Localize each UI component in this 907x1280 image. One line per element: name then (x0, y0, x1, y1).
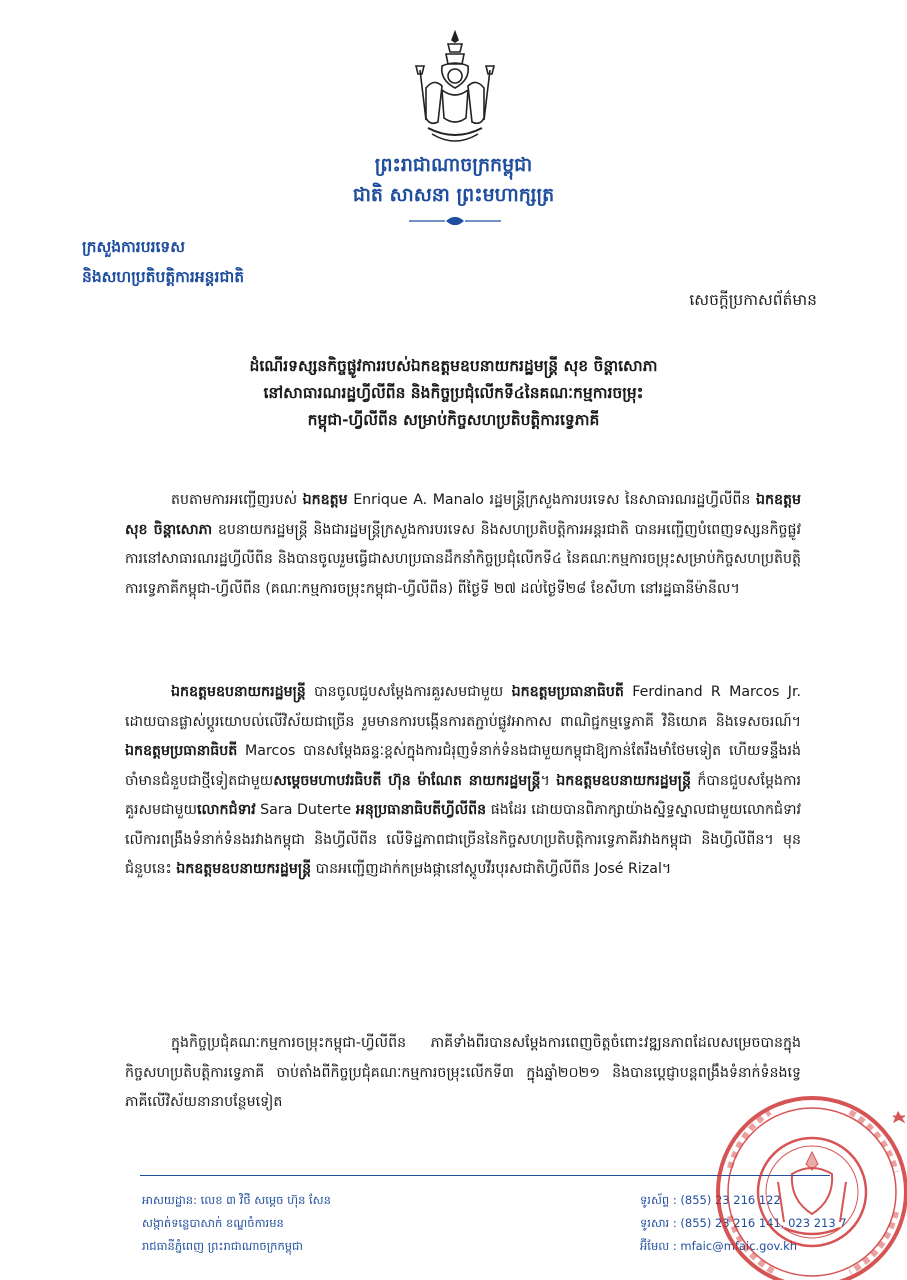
ministry-line-2: និងសហប្រតិបត្តិការអន្តរជាតិ (82, 268, 245, 286)
text-run: Enrique A. Manalo រដ្ឋមន្ត្រីក្រសួងការបរទេស នៃសាធារណរដ្ឋហ្វីលីពីន (347, 492, 756, 508)
text-run: ក្នុងកិច្ចប្រជុំគណៈកម្មការចម្រុះកម្ពុជា-ហ្វីលីពីន ភាគីទាំងពីរបានសម្តែងការពេញចិត្តចំពោះវឌ្ឍនភាពដែលសម្រេចបានក្នុងកិច្ចសហប្រតិបត្តិការទ្វេភាគី ចាប់តាំងពីកិច្ចប្រជុំគណៈកម្មការចម្រុះលើកទី៣ ក្នុងឆ្នាំ២០២១ និងបានប្តេជ្ញាបន្តពង្រឹងទំនាក់ទំនងទ្វេភាគីលើវិស័យនានាបន្ថែមទៀត (125, 1035, 801, 1110)
text-run: Marcos បានសម្តែងឆន្ទៈខ្ពស់ក្នុងការជំរុញទំនាក់ទំនងជាមួយកម្ពុជាឱ្យកាន់តែរឹងមាំថែមទៀត ហើយទន្ទឹងរង់ចាំមានជំនួបជាថ្មីទៀតជាមួយ (125, 743, 801, 789)
bold-run: សម្តេចមហាបវរធិបតី ហ៊ុន ម៉ាណែត នាយករដ្ឋមន្ត្រី (273, 772, 541, 789)
bold-run: ឯកឧត្តម (302, 492, 348, 508)
national-motto: ជាតិ សាសនា ព្រះមហាក្សត្រ (352, 184, 555, 206)
fax-number: ទូរសារ : (855) 23 216 141, 023 213 7 (640, 1216, 847, 1230)
paragraph-1 (125, 486, 801, 604)
title-line-2: នៅសាធារណរដ្ឋហ្វីលីពីន និងកិច្ចប្រជុំលើកទី៤នៃគណៈកម្មការចម្រុះ (263, 384, 644, 402)
text-run: ក៏បានជួបសម្តែងការគួរសមជាមួយ (125, 772, 801, 818)
official-seal-icon (700, 1082, 907, 1280)
press-release-title (120, 353, 787, 434)
text-run: ឧបនាយករដ្ឋមន្ត្រី និងជារដ្ឋមន្ត្រីក្រសួងការបរទេស និងសហប្រតិបត្តិការអន្តរជាតិ បានអញ្ជើញបំពេញទស្សនកិច្ចផ្លូវការនៅសាធារណរដ្ឋហ្វីលីពីន និងបានចូលរួមធ្វើជាសហប្រធានដឹកនាំកិច្ចប្រជុំលើកទី៤ នៃគណៈកម្មការចម្រុះសម្រាប់កិច្ចសហប្រតិបត្តិការទ្វេភាគីកម្ពុជា-ហ្វីលីពីន (គណៈកម្មការចម្រុះកម្ពុជា-ហ្វីលីពីន) ពីថ្ងៃទី ២៧ ដល់ថ្ងៃទី២៨ ខែសីហា នៅរដ្ឋធានីម៉ានីល។ (125, 521, 802, 597)
address-line-2: សង្កាត់ទន្លេបាសាក់ ខណ្ឌចំការមន (142, 1216, 284, 1230)
phone-number: ទូរស័ព្ទ : (855) 23 216 122 (640, 1193, 781, 1207)
document-type: សេចក្តីប្រកាសព័ត៌មាន (689, 291, 817, 309)
text-run: តបតាមការអញ្ជើញរបស់ (171, 492, 303, 508)
ministry-line-1: ក្រសួងការបរទេស (82, 238, 186, 256)
text-run: Sara Duterte (255, 802, 356, 818)
kingdom-heading (0, 150, 907, 210)
text-run: បានអញ្ជើញដាក់កម្រងផ្កានៅស្តូបវីរបុរសជាតិហ្វីលីពីន José Rizal។ (311, 861, 672, 877)
bold-run: អនុប្រធានាធិបតីហ្វីលីពីន (355, 802, 487, 818)
kingdom-name: ព្រះរាជាណាចក្រកម្ពុជា (374, 154, 533, 176)
divider-ornament-icon (405, 214, 505, 228)
bold-run: ឯកឧត្តមប្រធានាធិបតី (125, 743, 238, 759)
address-line-3: រាជធានីភ្នំពេញ ព្រះរាជាណាចក្រកម្ពុជា (142, 1239, 303, 1253)
royal-emblem-icon (408, 30, 502, 150)
address-line-1: អាសយដ្ឋាន: លេខ ៣ វិថី សម្តេច ហ៊ុន សែន (142, 1193, 331, 1207)
title-line-3: កម្ពុជា-ហ្វីលីពីន សម្រាប់កិច្ចសហប្រតិបត្តិការទ្វេភាគី (307, 411, 600, 429)
text-run: Ferdinand R Marcos Jr. ដោយបានផ្លាស់ប្តូរយោបល់លើវិស័យជាច្រើន រួមមានការបង្កើនការតភ្ជាប់ផ្លូវអាកាស ពាណិជ្ជកម្មទ្វេភាគី វិនិយោគ និងទេសចរណ៍។ (125, 684, 801, 730)
text-run: ផងដែរ ដោយបានពិភាក្សាយ៉ាងស្និទ្ធស្នាលជាមួយលោកជំទាវលើការពង្រឹងទំនាក់ទំនងរវាងកម្ពុជា និងហ្វីលីពីន លើទិដ្ឋភាពជាច្រើននៃកិច្ចសហប្រតិបត្តិការទ្វេភាគីរវាងកម្ពុជា និងហ្វីលីពីន។ មុនជំនួបនេះ (125, 802, 801, 877)
title-line-1: ដំណើរទស្សនកិច្ចផ្លូវការរបស់ឯកឧត្តមឧបនាយករដ្ឋមន្ត្រី សុខ ចិន្តាសោភា (249, 357, 658, 375)
footer-address (142, 1189, 331, 1258)
bold-run: ឯកឧត្តមឧបនាយករដ្ឋមន្ត្រី (176, 861, 312, 877)
email-address[interactable]: អ៊ីមែល : mfaic@mfaic.gov.kh (640, 1239, 798, 1253)
bold-run: ឯកឧត្តមឧបនាយករដ្ឋមន្ត្រី (171, 684, 306, 700)
paragraph-2 (125, 678, 801, 885)
bold-run: ឯកឧត្តមប្រធានាធិបតី (511, 684, 624, 700)
bold-run: លោកជំទាវ (197, 802, 256, 818)
text-run: ។ (540, 772, 557, 789)
bold-run: ឯកឧត្តម សុខ ចិន្តាសោភា (125, 492, 802, 538)
ministry-name (82, 232, 244, 292)
bold-run: ឯកឧត្តមឧបនាយករដ្ឋមន្ត្រី (556, 772, 692, 789)
text-run: បានចូលជួបសម្តែងការគួរសមជាមួយ (305, 684, 512, 700)
